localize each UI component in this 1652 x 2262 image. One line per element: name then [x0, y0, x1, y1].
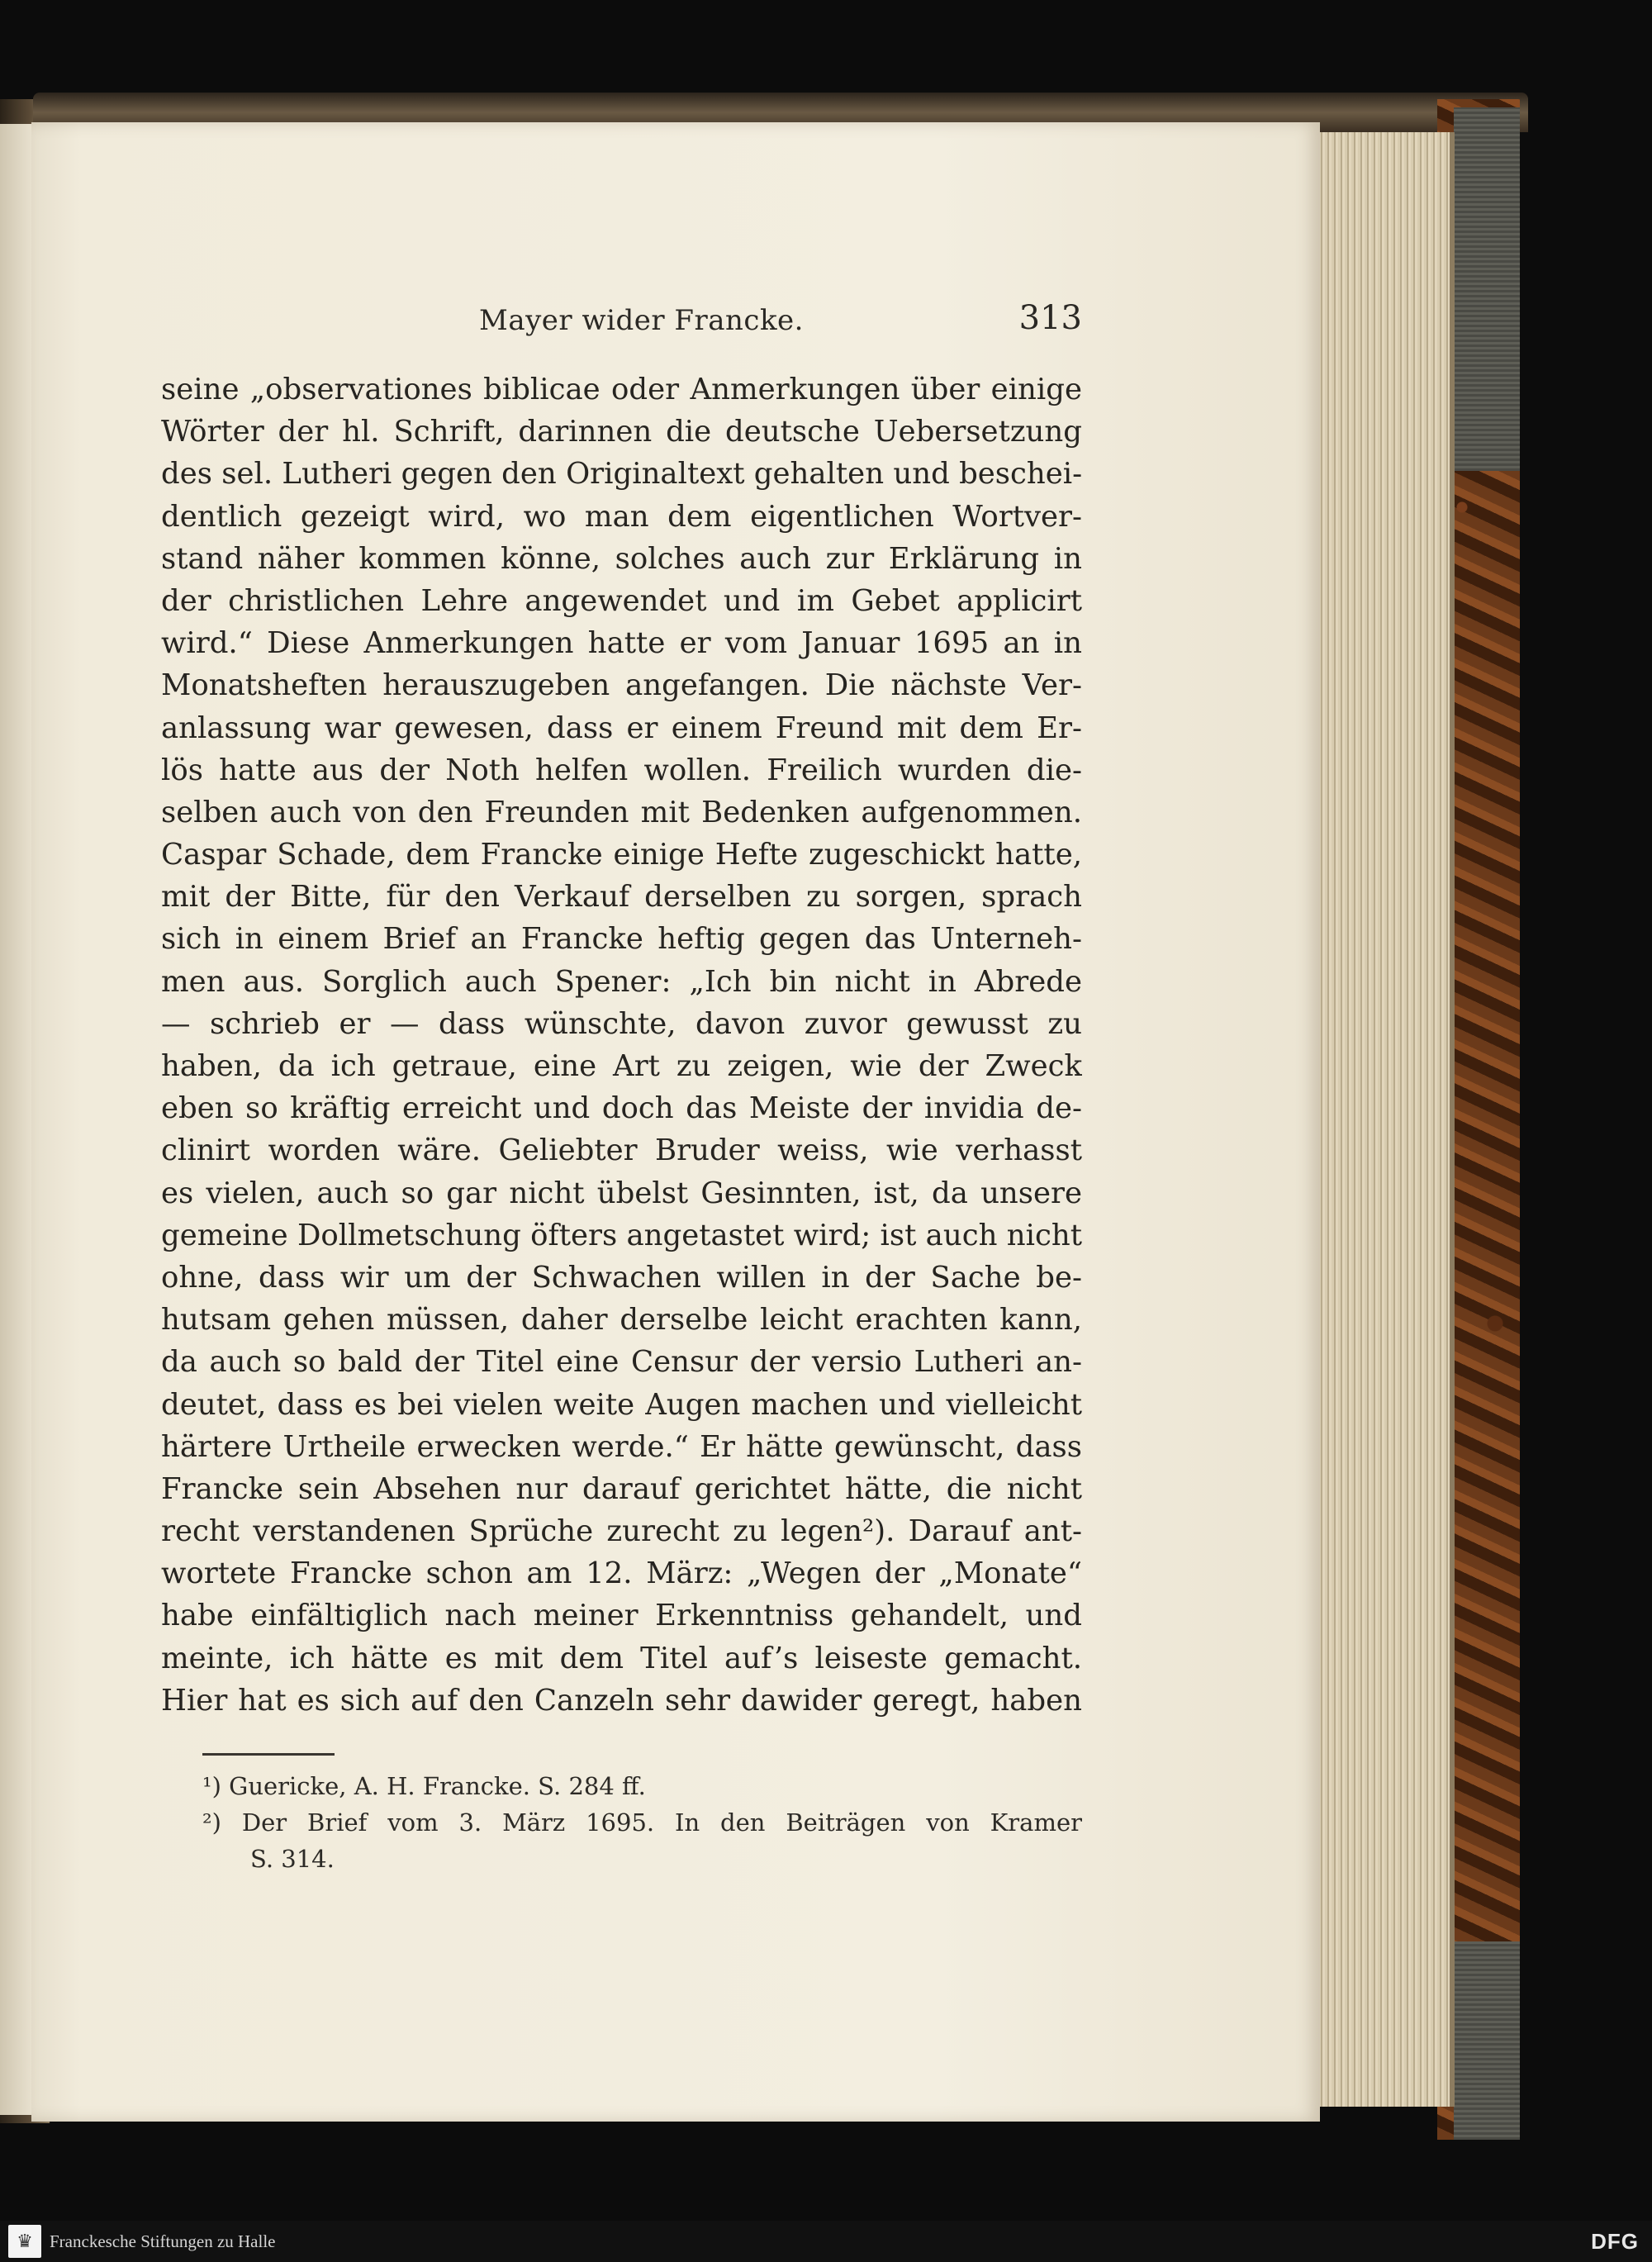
spine-cloth-bottom: [1454, 1941, 1520, 2140]
viewer-footer-bar: [0, 2221, 1652, 2262]
text-line: Monatsheften herauszugeben angefangen. Die nächste Ver-: [161, 668, 1082, 703]
text-line: meinte, ich hätte es mit dem Titel auf’s leiseste gemacht.: [161, 1641, 1082, 1675]
text-line: Hier hat es sich auf den Canzeln sehr dawider geregt, haben: [161, 1683, 1082, 1718]
text-line: ohne, dass wir um der Schwachen willen in der Sache be-: [161, 1260, 1082, 1295]
text-line: lös hatte aus der Noth helfen wollen. Freilich wurden die-: [161, 753, 1082, 787]
footnote-1: ¹) Guericke, A. H. Francke. S. 284 ff.: [202, 1772, 646, 1800]
institution-name: Franckesche Stiftungen zu Halle: [50, 2231, 276, 2251]
text-line: dentlich gezeigt wird, wo man dem eigentlichen Wortver-: [161, 499, 1082, 534]
text-line: wortete Francke schon am 12. März: „Wegen der „Monate“: [161, 1556, 1082, 1591]
franckesche-stiftungen-logo-icon: ♛: [8, 2225, 41, 2258]
dfg-logo[interactable]: DFG: [1591, 2228, 1639, 2254]
text-line: härtere Urtheile erwecken werde.“ Er hätte gewünscht, dass: [161, 1429, 1082, 1464]
text-line: clinirt worden wäre. Geliebter Bruder weiss, wie verhasst: [161, 1133, 1082, 1168]
text-line: da auch so bald der Titel eine Censur der versio Lutheri an-: [161, 1345, 1082, 1380]
text-line: recht verstandenen Sprüche zurecht zu legen²). Darauf ant-: [161, 1514, 1082, 1549]
footnote-2: ²) Der Brief vom 3. März 1695. In den Beiträgen von Kramer: [202, 1808, 1082, 1837]
spine-cloth-top: [1454, 107, 1520, 471]
running-title: Mayer wider Francke.: [479, 304, 804, 337]
text-line: deutet, dass es bei vielen weite Augen machen und vielleicht: [161, 1387, 1082, 1422]
text-line: sich in einem Brief an Francke heftig gegen das Unterneh-: [161, 922, 1082, 957]
text-line: Francke sein Absehen nur darauf gerichtet hätte, die nicht: [161, 1471, 1082, 1506]
page-edge-stack: [1305, 132, 1455, 2107]
text-line: des sel. Lutheri gegen den Originaltext gehalten und beschei-: [161, 457, 1082, 492]
text-line: eben so kräftig erreicht und doch das Meiste der invidia de-: [161, 1091, 1082, 1126]
footnote-divider: [202, 1753, 335, 1756]
text-line: — schrieb er — dass wünschte, davon zuvor gewusst zu: [161, 1006, 1082, 1041]
text-line: anlassung war gewesen, dass er einem Freund mit dem Er-: [161, 710, 1082, 745]
text-line: mit der Bitte, für den Verkauf derselben zu sorgen, sprach: [161, 880, 1082, 915]
text-line: gemeine Dollmetschung öfters angetastet wird; ist auch nicht: [161, 1218, 1082, 1252]
institution-credit[interactable]: [0, 2225, 276, 2258]
page-header: [161, 299, 1082, 345]
page-number: 313: [1018, 299, 1082, 337]
text-line: der christlichen Lehre angewendet und im Gebet applicirt: [161, 583, 1082, 618]
text-line: Caspar Schade, dem Francke einige Hefte zugeschickt hatte,: [161, 838, 1082, 872]
text-line: seine „observationes biblicae oder Anmerkungen über einige: [161, 373, 1082, 406]
text-line: stand näher kommen könne, solches auch zur Erklärung in: [161, 541, 1082, 576]
text-line: wird.“ Diese Anmerkungen hatte er vom Januar 1695 an in: [161, 626, 1082, 661]
body-text: [161, 368, 1082, 1722]
text-line: es vielen, auch so gar nicht übelst Gesinnten, ist, da unsere: [161, 1176, 1082, 1210]
text-line: haben, da ich getraue, eine Art zu zeigen, wie der Zweck: [161, 1049, 1082, 1083]
text-line: men aus. Sorglich auch Spener: „Ich bin nicht in Abrede: [161, 964, 1082, 999]
text-line: hutsam gehen müssen, daher derselbe leicht erachten kann,: [161, 1303, 1082, 1338]
footnotes: [202, 1768, 1082, 1877]
footnote-2-continuation: S. 314.: [250, 1845, 335, 1873]
text-line: Wörter der hl. Schrift, darinnen die deutsche Uebersetzung: [161, 415, 1082, 449]
text-line: habe einfältiglich nach meiner Erkenntniss gehandelt, und: [161, 1599, 1082, 1633]
text-line: selben auch von den Freunden mit Bedenken aufgenommen.: [161, 795, 1082, 829]
